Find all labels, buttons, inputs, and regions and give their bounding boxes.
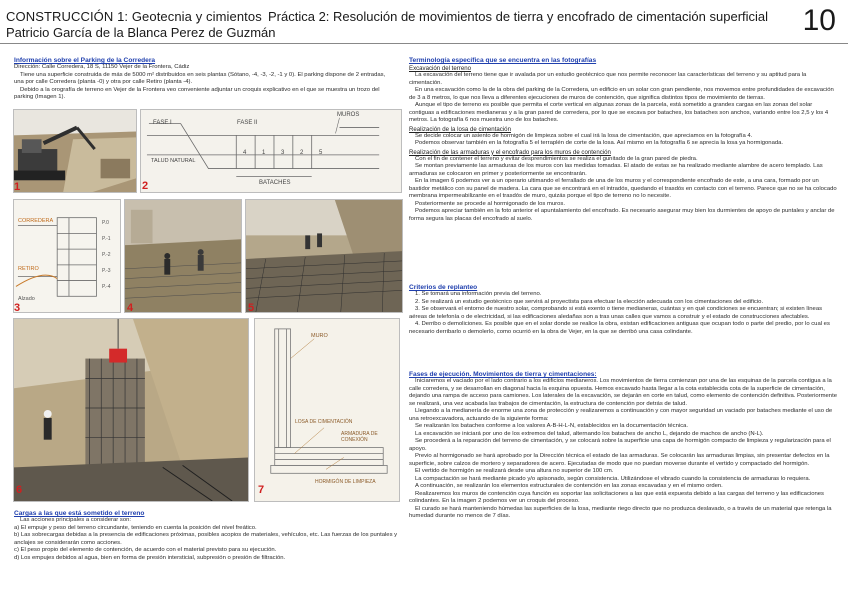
photo-number-5: 5	[248, 302, 255, 314]
loads-line: b) Las sobrecargas debidas a la presencia de edificaciones próximas, posibles acopios de materiales, vehículos, etc. Las fuerzas de los puntales y anclajes se considerarán como acciones.	[14, 532, 398, 546]
rebar-line: Podemos apreciar también en la foto anterior el apuntalamiento del encofrado. Es necesario asegurar muy bien los durmientes de apoyo de puntales y anclar de forma segura las placas del encofrado al suelo.	[409, 208, 835, 222]
loads-line: Las acciones principales a considerar son:	[20, 517, 132, 523]
photo-excavator	[13, 109, 137, 193]
phases-line: El vertido de hormigón se realizará desde una altura no superior de 100 cm.	[415, 468, 614, 474]
sketch-label: P.-2	[102, 252, 111, 258]
loads-line: c) El peso propio del elemento de contención, de acuerdo con el material previsto para su ejecución.	[14, 547, 277, 553]
loads-line: a) El empuje y peso del terreno circundante, teniendo en cuenta la posición del nivel freático.	[14, 524, 257, 531]
staking-line: 3. Se observará el entorno de nuestro solar, comprobando si está exento o tiene medianeras, cuántas y en qué condiciones se encuentran; si existen líneas aéreas de telefonía o de electricidad, si las edificaciones aledañas son a tras unas calles que vamos a construir y el estado de construcciones afectables.	[409, 306, 823, 320]
sketch-label: P.-3	[102, 268, 111, 274]
phases-line: Se procederá a la reparación del terreno de cimentación, y se colocará sobre la superficie una capa de hormigón compacto de limpieza y regularización para el apoyo.	[409, 438, 831, 452]
staking-section	[409, 284, 839, 336]
sketch-label: Alzado	[18, 296, 35, 302]
course-title: CONSTRUCCIÓN 1: Geotecnia y cimientos	[6, 9, 262, 24]
info-line: Dirección: Calle Corredera, 18 S, 11150 Vejer de la Frontera, Cádiz	[14, 64, 190, 70]
loads-line: d) Los empujes debidos al agua, bien en forma de presión intersticial, subpresión o presión de filtración.	[14, 554, 286, 561]
info-title: Información sobre el Parking de la Corredera	[14, 57, 156, 64]
excavation-line: Aunque el tipo de terreno es posible que permita el corte vertical en algunas zonas de la parcela, está sometido a grandes cargas en las zonas del solar contiguas a edificaciones medianeras y a la gran pared de corredera, por lo que se excava por bataches, los bataches son anchos, variando entre los 2,5 y los 4 metros. La fotografía 6 nos muestra uno de los bataches.	[409, 102, 829, 123]
practice-title: Práctica 2: Resolución de movimientos de tierra y encofrado de cimentación superficial	[268, 9, 769, 24]
author-name: Patricio García de la Blanca Perez de Guzmán	[6, 25, 276, 40]
photo-number-6: 6	[16, 484, 23, 496]
phases-line: La excavación se iniciará por uno de los extremos del talud, alternando los bataches de ancho L, dejando de machos de ancho (N-L).	[415, 430, 764, 437]
phases-line: Se realizarán los bataches conforme a los valores A-B-H-L-N, establecidos en la documentación técnica.	[415, 423, 689, 429]
phases-line: Previo al hormigonado se hará aprobado por la Dirección técnica el estado de las armaduras. Se colocarán las armaduras limpias, sin presentar defectos en la superficie, sobre calzos de mortero y separadores de acero. Ejecutadas de modo que no puedan moverse durante el vertido y compactado del hormigón.	[409, 453, 830, 467]
sketch-label: CORREDERA	[18, 218, 54, 224]
slab-title: Realización de la losa de cimentación	[409, 125, 511, 133]
excavation-line: La excavación del terreno tiene que ir avalada por un estudio geotécnico que nos permite reconocer las características del terreno y su aptitud para la cimentación.	[409, 72, 807, 86]
sketch-foundation-section	[254, 318, 400, 502]
loads-title: Cargas a las que está sometido el terreno	[14, 510, 145, 517]
sketch-label: P.-4	[102, 284, 111, 290]
sketch-label: TALUD NATURAL	[151, 158, 196, 164]
rebar-line: Posteriormente se procede al hormigonado de los muros.	[415, 200, 565, 207]
sketch-elevation	[13, 199, 121, 313]
staking-line: 2. Se realizará un estudio geotécnico que servirá al proyectista para efectuar la elección adecuada con los cimentaciones del edificio.	[415, 298, 764, 305]
phases-line: Llegando a la medianería de enorme una zona de protección y realizaremos a continuación y con mayor seguridad un vaciado por bataches mediante el uso de una retroexcavadora, actuando de la siguiente forma:	[409, 408, 833, 422]
slab-line: Podemos observar también en la fotografía 5 el terraplén de corte de la losa. Así mismo en la fotografía 6 se aprecia la losa ya hormigonada.	[415, 140, 784, 146]
sketch-label: FASE II	[237, 120, 258, 126]
parking-info	[14, 57, 396, 102]
photo-wall-formwork	[13, 318, 249, 502]
photo-number-3: 3	[14, 302, 21, 314]
rebar-title: Realización de las armaduras y el encofrado para los muros de contención	[409, 148, 611, 156]
sketch-label: 1	[262, 150, 266, 156]
photo-number-4: 4	[127, 302, 134, 314]
sketch-label: 2	[300, 150, 304, 156]
staking-title: Criterios de replanteo	[409, 284, 478, 291]
sketch-label: FASE I	[153, 120, 172, 126]
sketch-label: MUROS	[337, 112, 360, 118]
rebar-line: En la imagen 6 podemos ver a un operario ultimando el ferrallado de una de los muros y el correspondiente encofrado de este, a una cara, formado por un bastidor metálico con su panel de madera. La cara que se encontrará en el intradós, quedando el trasdós en contacto con el terreno. Parece que no se ha colocado membrana impermeabilizante en el trasdós de muro, quizás porque el tipo de terreno no lo necesite.	[409, 178, 837, 199]
phases-line: Realizaremos los muros de contención cuya función es soportar las solicitaciones a las que está expuesta debido a las cargas del terreno y las edificaciones colindantes. En la imagen 2 podemos ver un croquis del proceso.	[409, 490, 824, 504]
info-text	[14, 64, 396, 102]
phases-title: Fases de ejecución. Movimientos de tierra y cimentaciones:	[409, 371, 597, 378]
sketch-label: 4	[243, 150, 247, 156]
info-line: Tiene una superficie construida de más de 5000 m² distribuidos en seis plantas (Sótano, -4, -3, -2, -1 y 0). El parking dispone de 2 entradas, una por calle Corredera (planta -0) y otra por calle Retiro (planta -4).	[14, 71, 386, 85]
excavation-title: Excavación del terreno	[409, 65, 471, 72]
excavation-text	[409, 72, 839, 125]
slab-line: Se decide colocar un asiento de hormigón de limpieza sobre el cual irá la losa de cimentación, que apreciamos en la fotografía 4.	[415, 132, 753, 139]
sheet-header	[0, 0, 848, 44]
terminology-section	[409, 57, 839, 223]
info-line: Debido a la orografía de terreno en Vejer de la Frontera veo conveniente adjuntar un croquis explicativo en el que se muestra un trozo del parking (Imagen 1).	[14, 86, 380, 100]
sketch-label: P.-1	[102, 236, 111, 242]
staking-line: 1. Se tomará una información previa del terreno.	[415, 291, 542, 297]
sketch-excavation-phases	[140, 109, 402, 193]
photo-slab-workers	[124, 199, 242, 313]
photo-number-2: 2	[142, 180, 149, 192]
photo-rebar-mesh	[245, 199, 403, 313]
rebar-line: Se montan previamente las armaduras de los muros con las medidas tomadas. El atado de estas se ha realizado mediante alambre de acero templado. Las armaduras se colocaron en primer y posteriormente se encontrarán.	[409, 163, 823, 177]
phases-line: A continuación, se realizarán los elementos estructurales de contención en las zonas excavadas y en el mismo orden.	[415, 483, 723, 489]
sketch-label: ARMADURA DE CONEXIÓN	[341, 431, 378, 443]
sketch-label: P.0	[102, 220, 109, 226]
loads-section	[14, 510, 398, 562]
slab-text	[409, 133, 839, 148]
phases-section	[409, 371, 839, 521]
rebar-line: Con el fin de contener el terreno y evitar desprendimientos se realiza el gunitado de la gran pared de piedra.	[415, 155, 698, 162]
sketch-label: LOSA DE CIMENTACIÓN	[295, 419, 353, 425]
phases-text	[409, 378, 839, 521]
sketch-label: RETIRO	[18, 266, 39, 272]
staking-text	[409, 291, 839, 336]
phases-line: La compactación se hará mediante picado y/o apisonado, según consistencia. Utilizándose el vibrado cuando la consistencia de armaduras lo requiera.	[415, 475, 811, 482]
phases-line: El curado se hará manteniendo húmedas las superficies de la losa, mediante riego directo que no produzca deslavado, o a través de un material que retenga la humedad durante no menos de 7 días.	[409, 505, 832, 519]
terminology-title: Terminología específica que se encuentra en las fotografías	[409, 57, 597, 64]
loads-text	[14, 517, 398, 562]
photo-number-7: 7	[258, 484, 265, 496]
sketch-label: MURO	[311, 333, 328, 339]
photo-number-1: 1	[14, 181, 21, 193]
sketch-label: HORMIGÓN DE LIMPIEZA	[315, 479, 376, 485]
sketch-label: 3	[281, 150, 285, 156]
phases-line: Iniciaremos el vaciado por el lado contrario a los edificios medianeros. Los movimientos de tierra comienzan por una de las esquinas de la parcela contigua a la calle corredera, y se desarrollan en diagonal hacia la esquina opuesta. Hemos excavado hasta llegar a la cota establecida cota de la superficie de cimentación, dejando una rampa de acceso para camiones. Los laterales de la excavación, se dejarán en corte en talud, como elemento de contención definitiva. Posteriormente se realizará, una vez acabada las trabajos de cimentación, la estructura de contención por detrás de talud.	[409, 378, 837, 407]
staking-line: 4. Derribo o demoliciones. Es posible que en el solar donde se realice la obra, existan edificaciones antiguas que ocupan todo o parte del predio, por lo cual es necesario derribarlo o demolerlo, como ocurrió en la obra de Vejer, en la que se derribó una casa colindante.	[409, 321, 830, 335]
rebar-text	[409, 156, 839, 224]
sketch-label: BATACHES	[259, 180, 291, 186]
excavation-line: En una excavación como la de la obra del parking de la Corredera, un edificio en un solar con gran pendiente, nos movemos entre profundidades de excavación de 3 a 8 metros, lo que nos lleva a diferentes ejecuciones de muros de contención, que significa distintos tipos de movimiento de tierras.	[409, 87, 834, 101]
sketch-label: 5	[319, 150, 323, 156]
sheet-number: 10	[802, 4, 836, 37]
